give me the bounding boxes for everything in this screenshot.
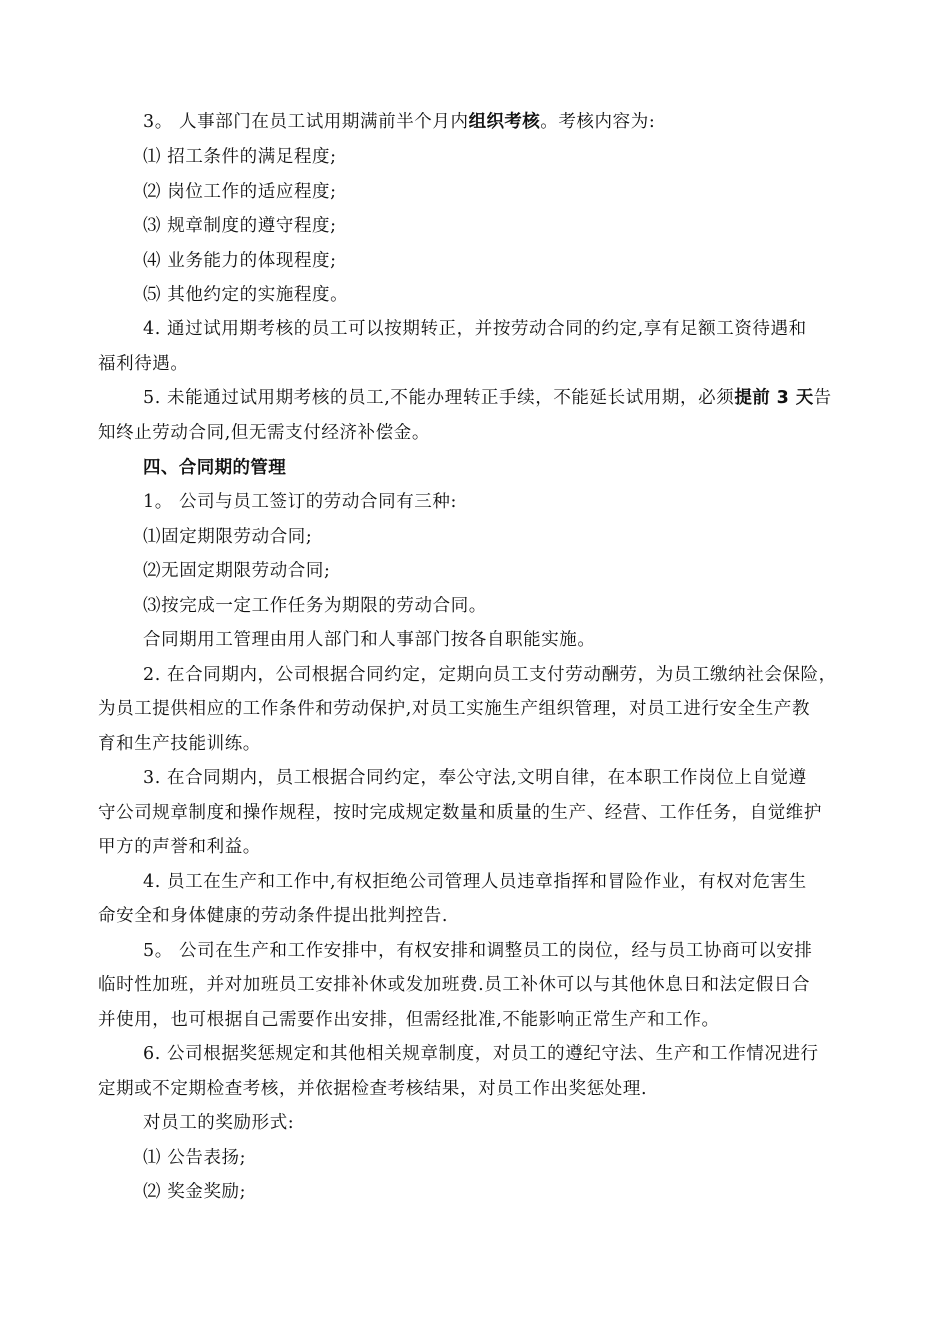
paragraph-line: 对员工的奖励形式:	[143, 1113, 295, 1133]
paragraph-line: 命安全和身体健康的劳动条件提出批判控告.	[98, 906, 449, 926]
paragraph-line: 知终止劳动合同,但无需支付经济补偿金。	[98, 423, 430, 443]
list-item: ⑶ 规章制度的遵守程度;	[143, 216, 337, 236]
paragraph-line: 6. 公司根据奖惩规定和其他相关规章制度，对员工的遵纪守法、生产和工作情况进行	[143, 1044, 819, 1064]
paragraph-line: 2. 在合同期内，公司根据合同约定，定期向员工支付劳动酬劳，为员工缴纳社会保险，	[143, 665, 837, 685]
paragraph-line: 育和生产技能训练。	[98, 734, 261, 754]
paragraph-line: 甲方的声誉和利益。	[98, 837, 261, 857]
text-run: 5. 未能通过试用期考核的员工,不能办理转正手续，不能延长试用期，必须	[143, 388, 735, 408]
section-heading: 四、合同期的管理	[143, 458, 287, 478]
text-run: 。考核内容为:	[540, 112, 656, 132]
paragraph-line: 临时性加班，并对加班员工安排补休或发加班费.员工补休可以与其他休息日和法定假日合	[98, 975, 811, 995]
paragraph-line	[143, 110, 655, 134]
paragraph-line: 定期或不定期检查考核，并依据检查考核结果，对员工作出奖惩处理.	[98, 1079, 648, 1099]
paragraph-line: 4. 通过试用期考核的员工可以按期转正，并按劳动合同的约定,享有足额工资待遇和	[143, 319, 807, 339]
text-run: 告	[813, 388, 832, 408]
paragraph-line: 守公司规章制度和操作规程，按时完成规定数量和质量的生产、经营、工作任务，自觉维护	[98, 803, 822, 823]
list-item: ⑵ 奖金奖励;	[143, 1182, 247, 1202]
paragraph-line: 为员工提供相应的工作条件和劳动保护,对员工实施生产组织管理，对员工进行安全生产教	[98, 699, 811, 719]
list-item: ⑷ 业务能力的体现程度;	[143, 251, 337, 271]
paragraph-line: 合同期用工管理由用人部门和人事部门按各自职能实施。	[143, 630, 596, 650]
paragraph-line: 1。 公司与员工签订的劳动合同有三种:	[143, 492, 457, 512]
paragraph-line	[143, 386, 832, 410]
list-item: ⑵ 岗位工作的适应程度;	[143, 182, 337, 202]
paragraph-line: 并使用，也可根据自己需要作出安排，但需经批准,不能影响正常生产和工作。	[98, 1010, 720, 1030]
list-item: ⑵无固定期限劳动合同;	[143, 561, 331, 581]
paragraph-line: 5。 公司在生产和工作安排中，有权安排和调整员工的岗位，经与员工协商可以安排	[143, 941, 813, 961]
text-run: 3。 人事部门在员工试用期满前半个月内	[143, 112, 469, 132]
paragraph-line: 福利待遇。	[98, 354, 189, 374]
list-item: ⑴固定期限劳动合同;	[143, 527, 313, 547]
list-item: ⑶按完成一定工作任务为期限的劳动合同。	[143, 596, 487, 616]
paragraph-line: 3. 在合同期内，员工根据合同约定，奉公守法,文明自律，在本职工作岗位上自觉遵	[143, 768, 807, 788]
list-item: ⑸ 其他约定的实施程度。	[143, 285, 349, 305]
paragraph-line: 4. 员工在生产和工作中,有权拒绝公司管理人员违章指挥和冒险作业，有权对危害生	[143, 872, 807, 892]
list-item: ⑴ 公告表扬;	[143, 1148, 247, 1168]
bold-text-run: 组织考核	[468, 112, 541, 132]
list-item: ⑴ 招工条件的满足程度;	[143, 147, 337, 167]
bold-text-run: 提前 3 天	[734, 388, 814, 408]
